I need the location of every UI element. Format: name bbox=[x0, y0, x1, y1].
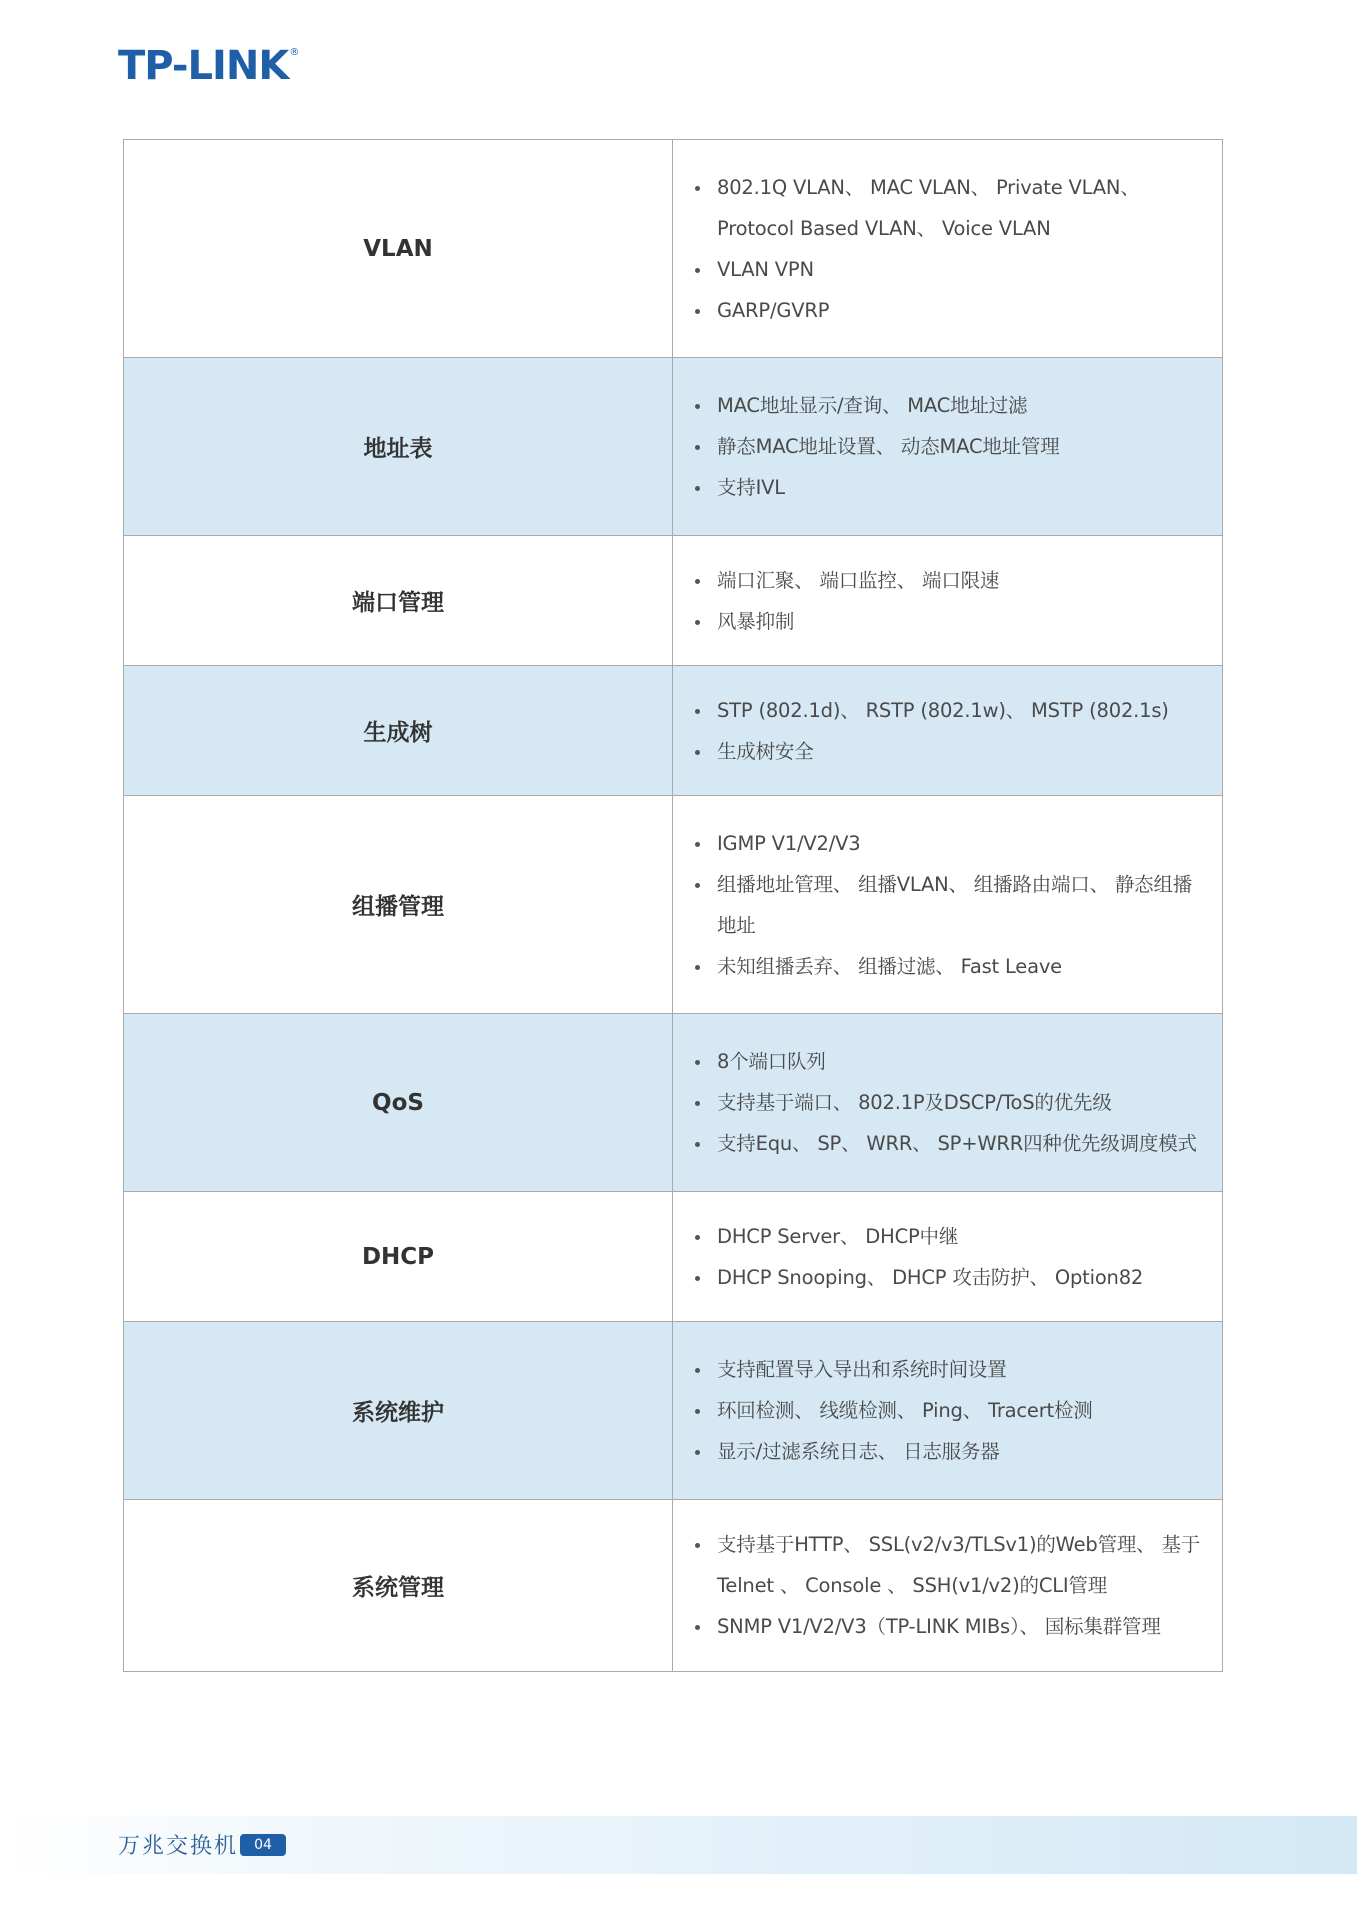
feature-list bbox=[693, 560, 1204, 642]
spec-table bbox=[123, 139, 1223, 1672]
category-cell: 地址表 bbox=[124, 358, 673, 536]
feature-item: 显示/过滤系统日志、 日志服务器 bbox=[693, 1431, 1204, 1472]
feature-cell bbox=[673, 666, 1223, 796]
feature-list bbox=[693, 1041, 1204, 1164]
table-row bbox=[124, 796, 1223, 1014]
feature-cell bbox=[673, 358, 1223, 536]
table-row bbox=[124, 1192, 1223, 1322]
feature-cell bbox=[673, 1322, 1223, 1500]
feature-cell bbox=[673, 1014, 1223, 1192]
spec-table-body bbox=[124, 140, 1223, 1672]
feature-cell bbox=[673, 1500, 1223, 1672]
category-cell: 端口管理 bbox=[124, 536, 673, 666]
feature-item: 支持配置导入导出和系统时间设置 bbox=[693, 1349, 1204, 1390]
feature-item: 组播地址管理、 组播VLAN、 组播路由端口、 静态组播地址 bbox=[693, 864, 1204, 946]
category-cell: 系统维护 bbox=[124, 1322, 673, 1500]
category-cell: DHCP bbox=[124, 1192, 673, 1322]
feature-list bbox=[693, 1349, 1204, 1472]
feature-item: 8个端口队列 bbox=[693, 1041, 1204, 1082]
feature-item: 生成树安全 bbox=[693, 731, 1204, 772]
feature-cell bbox=[673, 536, 1223, 666]
table-row bbox=[124, 358, 1223, 536]
feature-item: STP (802.1d)、 RSTP (802.1w)、 MSTP (802.1s) bbox=[693, 690, 1204, 731]
feature-item: DHCP Server、 DHCP中继 bbox=[693, 1216, 1204, 1257]
feature-list bbox=[693, 1524, 1204, 1647]
feature-item: GARP/GVRP bbox=[693, 290, 1204, 331]
feature-item: 端口汇聚、 端口监控、 端口限速 bbox=[693, 560, 1204, 601]
feature-item: 支持Equ、 SP、 WRR、 SP+WRR四种优先级调度模式 bbox=[693, 1123, 1204, 1164]
feature-item: 支持基于端口、 802.1P及DSCP/ToS的优先级 bbox=[693, 1082, 1204, 1123]
tp-link-logo bbox=[118, 43, 299, 89]
feature-cell bbox=[673, 796, 1223, 1014]
table-row bbox=[124, 666, 1223, 796]
registered-mark: ® bbox=[289, 47, 299, 58]
category-cell: 生成树 bbox=[124, 666, 673, 796]
feature-cell bbox=[673, 140, 1223, 358]
category-cell: QoS bbox=[124, 1014, 673, 1192]
feature-list bbox=[693, 1216, 1204, 1298]
feature-item: 802.1Q VLAN、 MAC VLAN、 Private VLAN、 Protocol Based VLAN、 Voice VLAN bbox=[693, 167, 1204, 249]
feature-item: 静态MAC地址设置、 动态MAC地址管理 bbox=[693, 426, 1204, 467]
feature-item: 支持基于HTTP、 SSL(v2/v3/TLSv1)的Web管理、 基于Telnet 、 Console 、 SSH(v1/v2)的CLI管理 bbox=[693, 1524, 1204, 1606]
feature-list bbox=[693, 167, 1204, 331]
footer-title: 万兆交换机 bbox=[118, 1834, 239, 1859]
table-row bbox=[124, 140, 1223, 358]
page-number-badge: 04 bbox=[240, 1834, 286, 1856]
category-cell: VLAN bbox=[124, 140, 673, 358]
feature-item: 环回检测、 线缆检测、 Ping、 Tracert检测 bbox=[693, 1390, 1204, 1431]
feature-item: 风暴抑制 bbox=[693, 601, 1204, 642]
feature-list bbox=[693, 823, 1204, 987]
table-row bbox=[124, 536, 1223, 666]
feature-list bbox=[693, 385, 1204, 508]
feature-item: 未知组播丢弃、 组播过滤、 Fast Leave bbox=[693, 946, 1204, 987]
feature-list bbox=[693, 690, 1204, 772]
table-row bbox=[124, 1014, 1223, 1192]
table-row bbox=[124, 1500, 1223, 1672]
feature-cell bbox=[673, 1192, 1223, 1322]
category-cell: 系统管理 bbox=[124, 1500, 673, 1672]
table-row bbox=[124, 1322, 1223, 1500]
feature-item: 支持IVL bbox=[693, 467, 1204, 508]
feature-item: MAC地址显示/查询、 MAC地址过滤 bbox=[693, 385, 1204, 426]
logo-text: TP-LINK bbox=[118, 43, 289, 89]
feature-item: SNMP V1/V2/V3（TP-LINK MIBs）、 国标集群管理 bbox=[693, 1606, 1204, 1647]
feature-item: DHCP Snooping、 DHCP 攻击防护、 Option82 bbox=[693, 1257, 1204, 1298]
feature-item: IGMP V1/V2/V3 bbox=[693, 823, 1204, 864]
feature-item: VLAN VPN bbox=[693, 249, 1204, 290]
category-cell: 组播管理 bbox=[124, 796, 673, 1014]
